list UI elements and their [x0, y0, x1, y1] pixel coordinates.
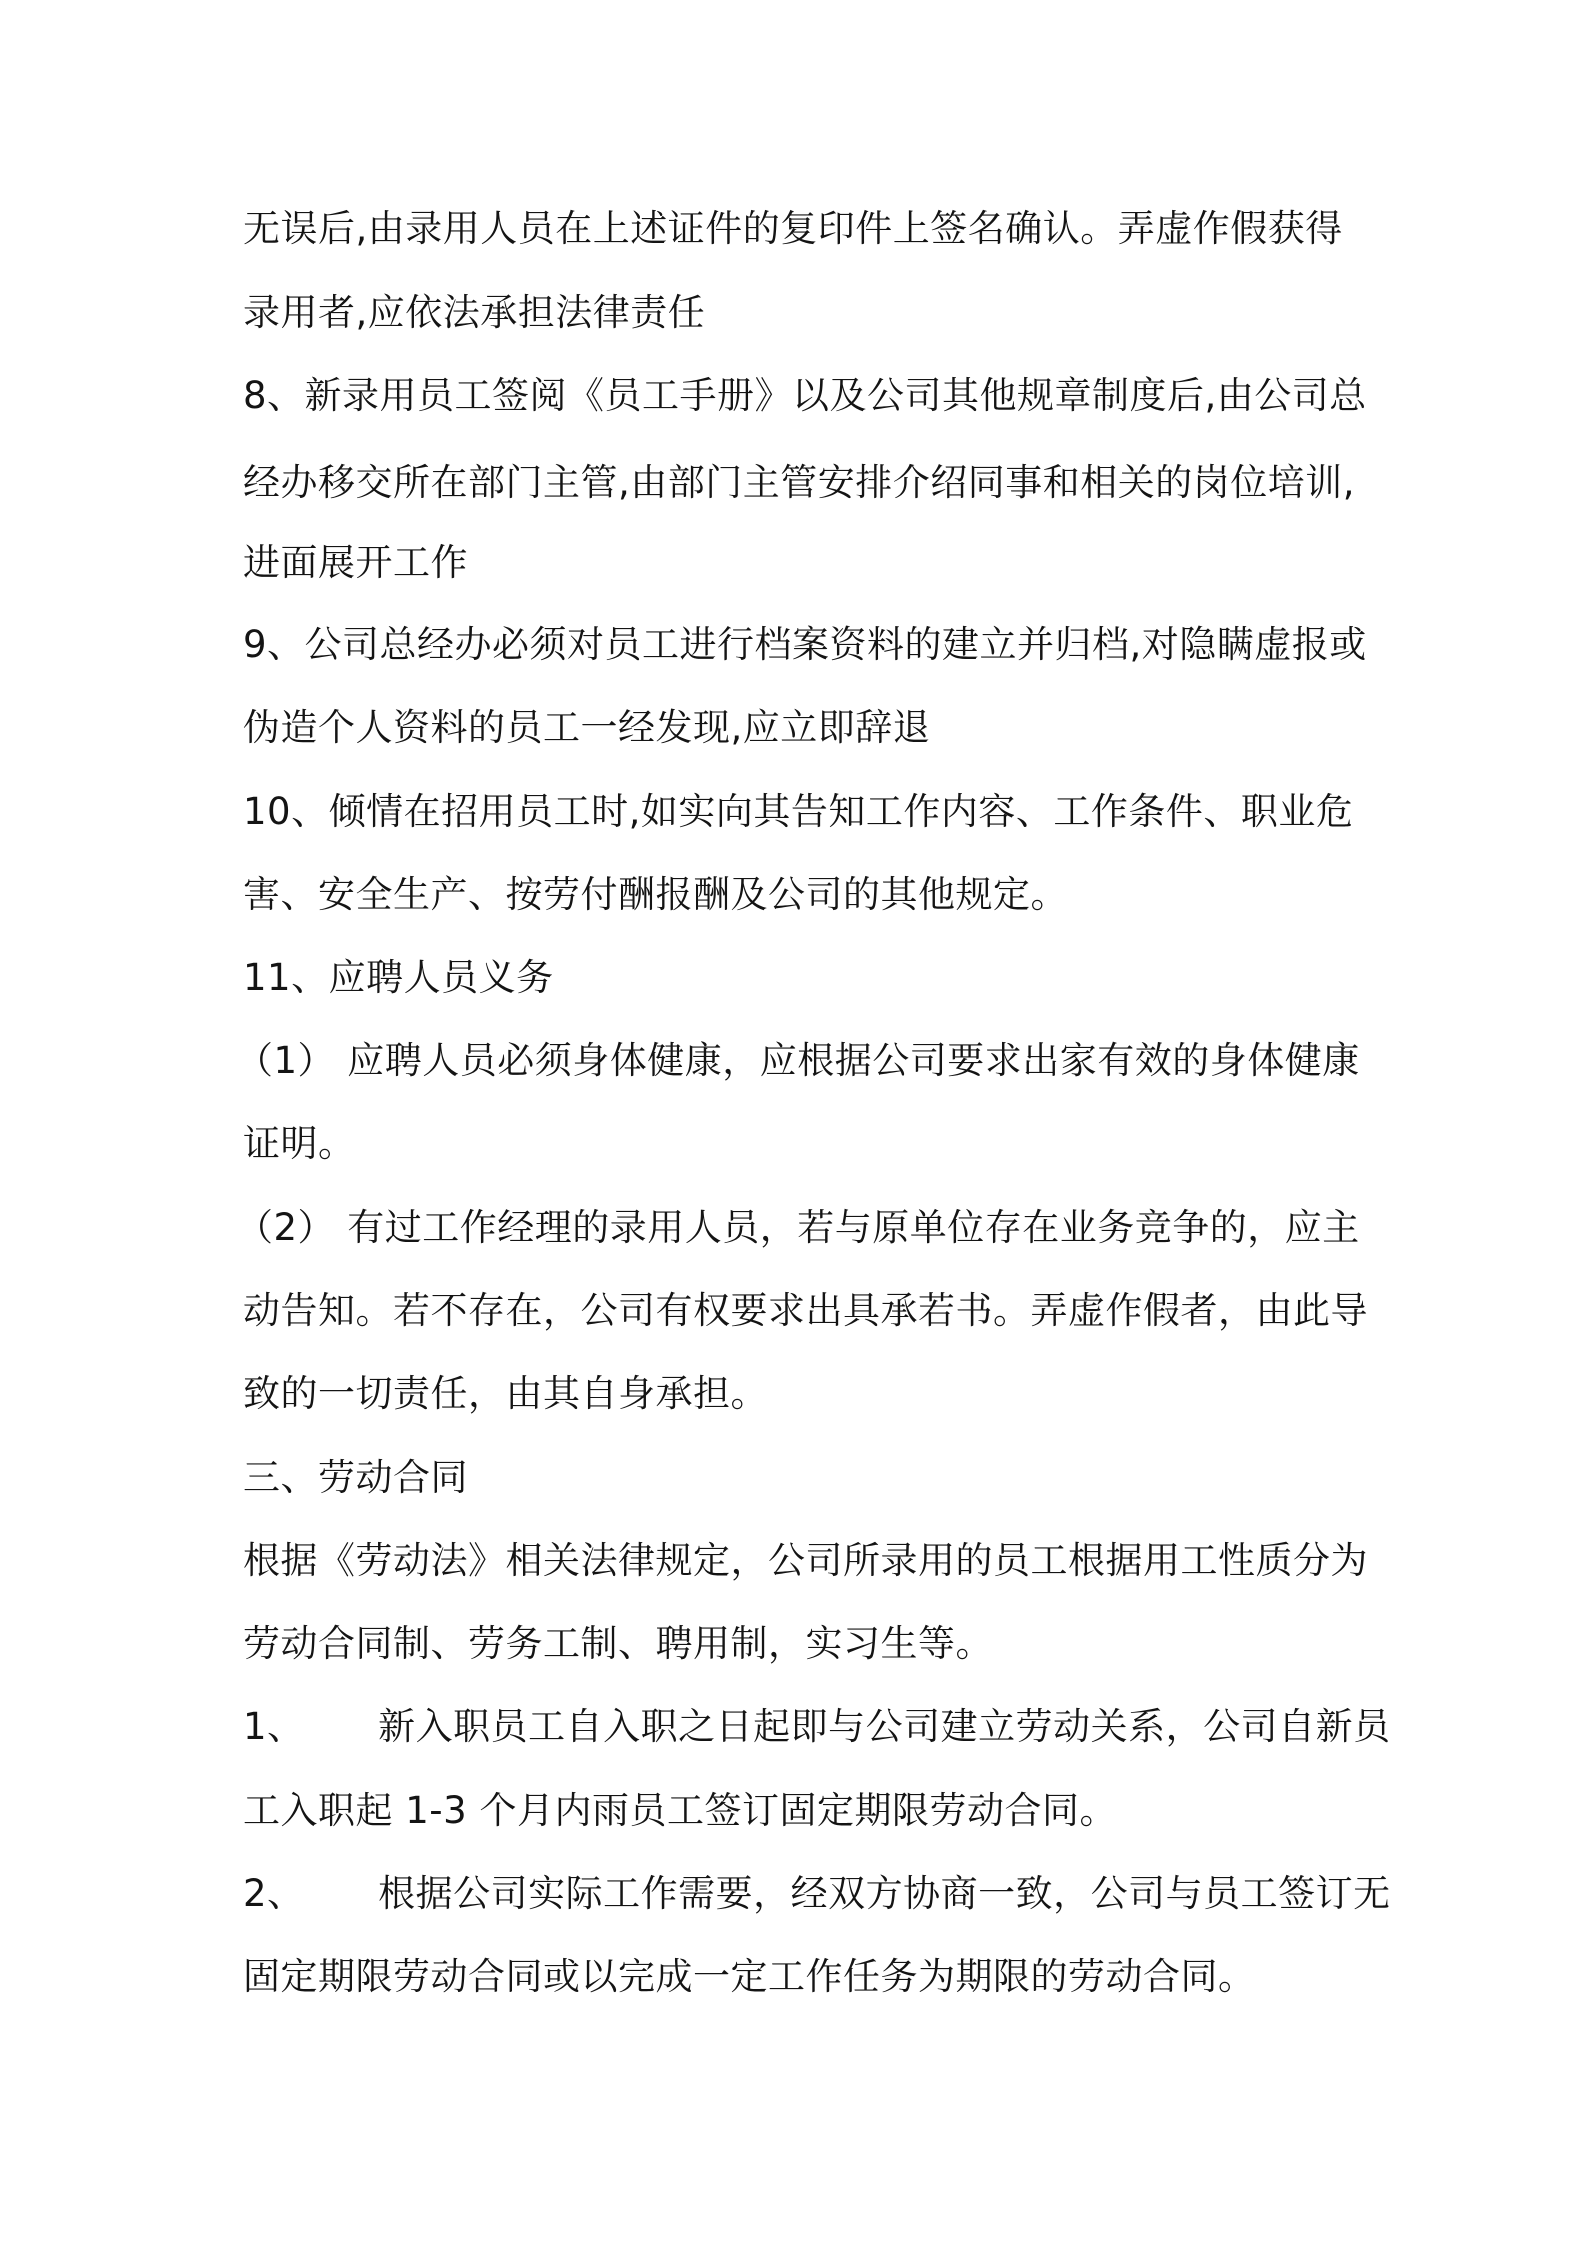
text-line: （2） 有过工作经理的录用人员，若与原单位存在业务竞争的，应主 — [236, 1206, 1360, 1249]
text-line: 固定期限劳动合同或以完成一定工作任务为期限的劳动合同。 — [243, 1955, 1256, 1998]
text-line: 致的一切责任，由其自身承担。 — [243, 1372, 768, 1415]
text-line: 10、倾情在招用员工时,如实向其告知工作内容、工作条件、职业危 — [243, 790, 1354, 833]
text-line: 进面展开工作 — [243, 541, 468, 584]
text-line: 录用者,应依法承担法律责任 — [243, 291, 706, 334]
text-line: 9、公司总经办必须对员工进行档案资料的建立并归档,对隐瞒虚报或 — [243, 623, 1367, 666]
text-line: 害、安全生产、按劳付酬报酬及公司的其他规定。 — [243, 873, 1068, 916]
text-line: 2、 根据公司实际工作需要，经双方协商一致，公司与员工签订无 — [243, 1872, 1391, 1915]
text-line: 经办移交所在部门主管,由部门主管安排介绍同事和相关的岗位培训, — [243, 461, 1356, 504]
text-line: （1） 应聘人员必须身体健康，应根据公司要求出家有效的身体健康 — [236, 1039, 1360, 1082]
text-line: 11、应聘人员义务 — [243, 956, 554, 999]
text-line: 8、新录用员工签阅《员工手册》以及公司其他规章制度后,由公司总 — [243, 374, 1367, 417]
section-heading: 三、劳动合同 — [243, 1456, 468, 1499]
text-line: 1、 新入职员工自入职之日起即与公司建立劳动关系，公司自新员 — [243, 1705, 1391, 1748]
text-line: 动告知。若不存在，公司有权要求出具承若书。弄虚作假者，由此导 — [243, 1289, 1368, 1332]
text-line: 劳动合同制、劳务工制、聘用制，实习生等。 — [243, 1622, 993, 1665]
text-line: 证明。 — [243, 1122, 356, 1165]
text-line: 根据《劳动法》相关法律规定，公司所录用的员工根据用工性质分为 — [243, 1539, 1368, 1582]
text-line: 工入职起 1-3 个月内雨员工签订固定期限劳动合同。 — [243, 1789, 1117, 1832]
text-line: 无误后,由录用人员在上述证件的复印件上签名确认。弄虚作假获得 — [243, 207, 1343, 250]
text-line: 伪造个人资料的员工一经发现,应立即辞退 — [243, 706, 931, 749]
